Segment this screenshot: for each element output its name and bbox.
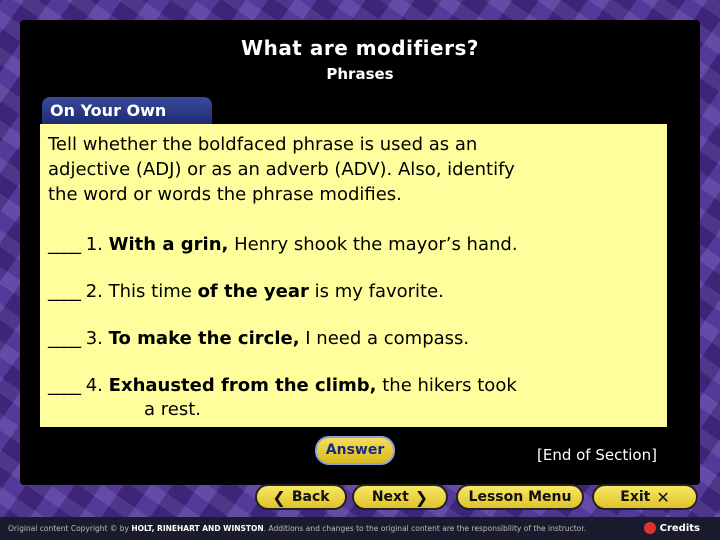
back-label: Back bbox=[291, 489, 330, 505]
instruction-line: the word or words the phrase modifies. bbox=[48, 184, 402, 205]
exercise-item-4-continued: a rest. bbox=[144, 399, 201, 420]
answer-blank: ____ bbox=[48, 234, 80, 255]
boldfaced-phrase: Exhausted from the climb, bbox=[108, 375, 377, 396]
boldfaced-phrase: of the year bbox=[197, 281, 309, 302]
footer-bar bbox=[0, 517, 720, 540]
exit-label: Exit bbox=[620, 489, 651, 505]
copyright-notice bbox=[8, 517, 586, 540]
item-text: is my favorite. bbox=[308, 281, 444, 302]
back-button[interactable] bbox=[255, 484, 347, 510]
boldfaced-phrase: With a grin, bbox=[108, 234, 229, 255]
lesson-menu-label: Lesson Menu bbox=[468, 489, 572, 505]
exercise-item-3 bbox=[48, 326, 469, 351]
exercise-item-4 bbox=[48, 373, 517, 398]
instruction-line: adjective (ADJ) or as an adverb (ADV). Also, identify bbox=[48, 159, 515, 180]
answer-blank: ____ bbox=[48, 281, 80, 302]
chevron-left-icon: ❮ bbox=[272, 487, 286, 507]
exercise-item-1 bbox=[48, 232, 518, 257]
credits-label: Credits bbox=[659, 523, 700, 534]
chevron-right-icon: ❯ bbox=[414, 487, 429, 507]
publisher-name: HOLT, RINEHART AND WINSTON bbox=[131, 524, 264, 533]
end-of-section-link[interactable]: [End of Section] bbox=[537, 446, 657, 464]
copyright-suffix: . Additions and changes to the original content are the responsibility of the instructor. bbox=[263, 524, 587, 533]
item-number: 3. bbox=[85, 328, 103, 349]
exercise-item-2 bbox=[48, 279, 444, 304]
credits-link[interactable] bbox=[644, 517, 700, 540]
answer-button[interactable]: Answer bbox=[315, 436, 395, 465]
item-number: 2. bbox=[85, 281, 103, 302]
item-text: Henry shook the mayor’s hand. bbox=[228, 234, 518, 255]
item-number: 1. bbox=[85, 234, 103, 255]
copyright-prefix: Original content Copyright © by bbox=[8, 524, 132, 533]
item-number: 4. bbox=[85, 375, 103, 396]
item-text: This time bbox=[108, 281, 198, 302]
item-text: I need a compass. bbox=[299, 328, 470, 349]
answer-blank: ____ bbox=[48, 375, 80, 396]
lesson-menu-button[interactable] bbox=[456, 484, 584, 510]
slide-title: What are modifiers? bbox=[241, 36, 479, 60]
boldfaced-phrase: To make the circle, bbox=[108, 328, 300, 349]
instructions bbox=[48, 132, 515, 207]
answer-blank: ____ bbox=[48, 328, 80, 349]
item-text: the hikers took bbox=[376, 375, 517, 396]
next-label: Next bbox=[371, 489, 409, 505]
slide-subtitle: Phrases bbox=[326, 65, 394, 83]
instruction-line: Tell whether the boldfaced phrase is used as an bbox=[48, 134, 478, 155]
section-tab: On Your Own bbox=[42, 97, 212, 125]
next-button[interactable] bbox=[352, 484, 448, 510]
exit-button[interactable] bbox=[592, 484, 698, 510]
close-icon: ✕ bbox=[656, 487, 670, 507]
credits-icon bbox=[644, 522, 656, 534]
